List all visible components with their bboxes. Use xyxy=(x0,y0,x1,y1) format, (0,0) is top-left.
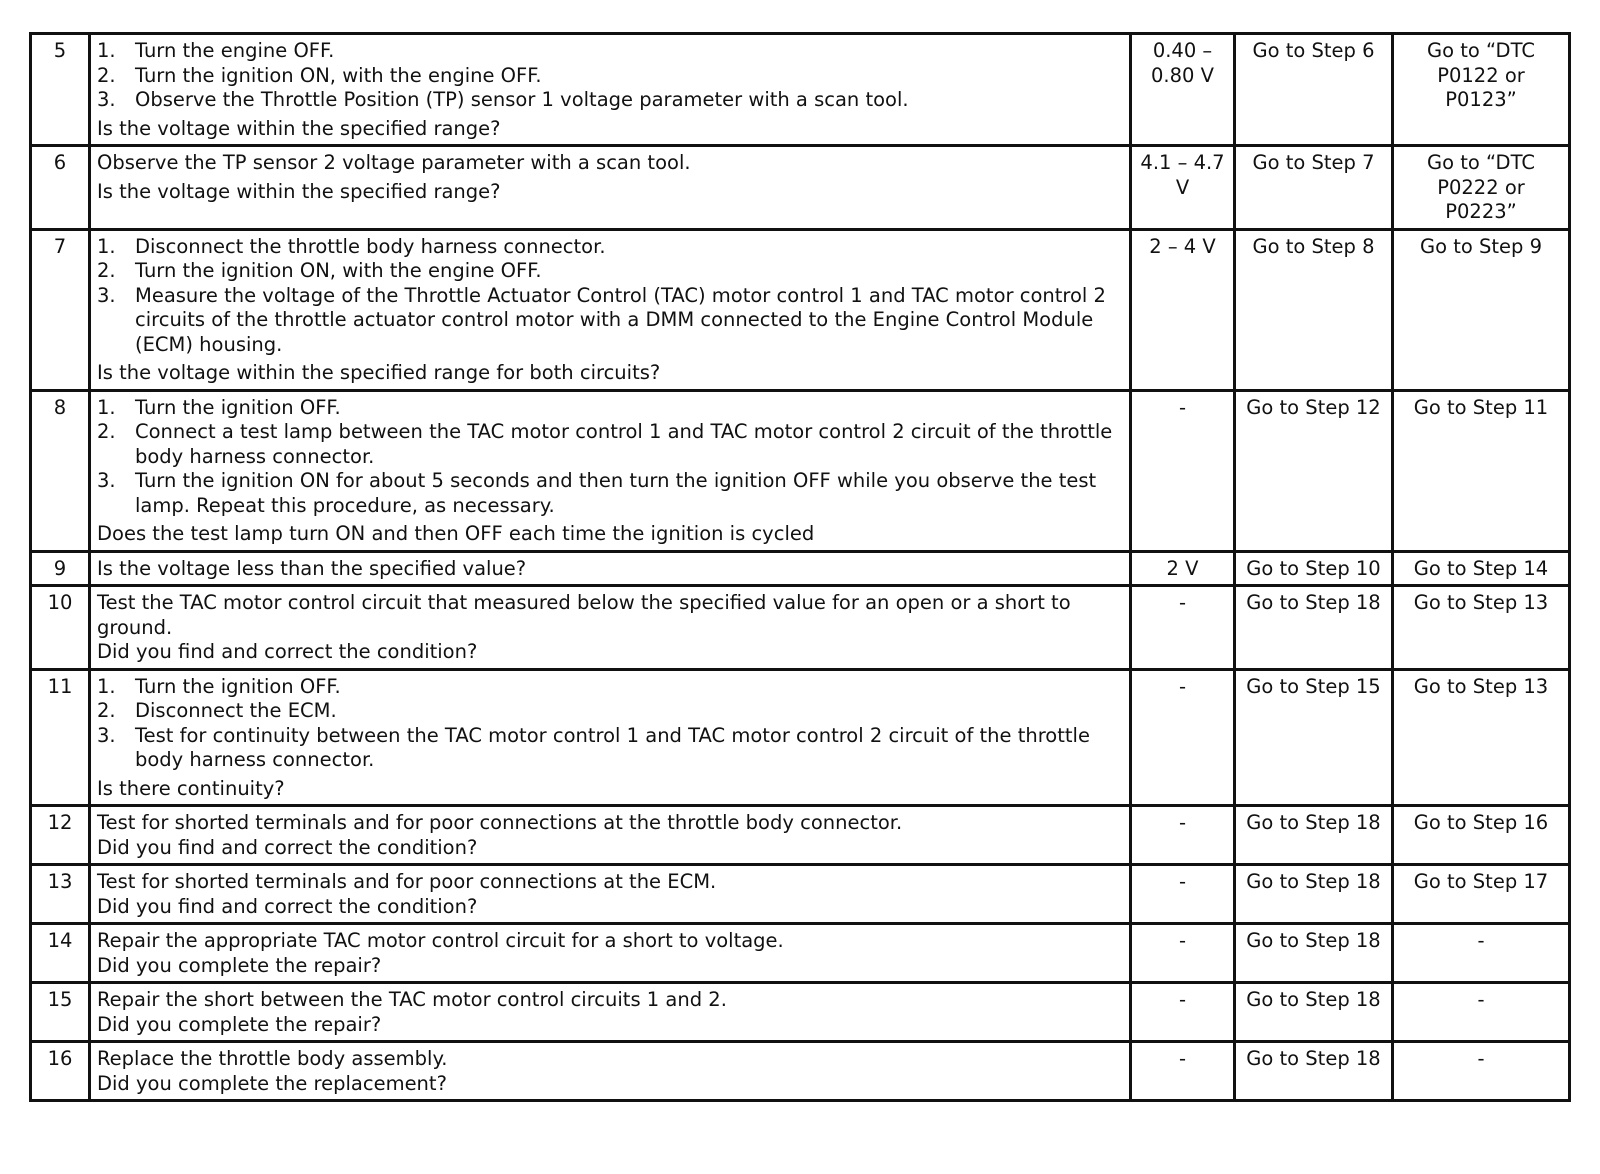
substep-list xyxy=(97,396,1123,519)
yes-cell: Go to Step 18 xyxy=(1235,983,1393,1042)
substep-number: 2. xyxy=(97,259,116,282)
no-cell: Go to Step 13 xyxy=(1393,586,1570,670)
step-question: Does the test lamp turn ON and then OFF each time the ignition is cycled xyxy=(97,522,815,545)
substep-list xyxy=(97,39,1123,113)
action-cell xyxy=(90,551,1131,586)
no-cell: - xyxy=(1393,983,1570,1042)
action-text: Repair the appropriate TAC motor control circuit for a short to voltage. xyxy=(97,929,784,952)
substep-number: 3. xyxy=(97,283,116,307)
substep-number: 2. xyxy=(97,420,116,443)
step-number: 9 xyxy=(31,551,90,586)
no-cell: - xyxy=(1393,1042,1570,1101)
step-number: 13 xyxy=(31,865,90,924)
value-cell: 0.40 – 0.80 V xyxy=(1131,34,1235,146)
action-text: Did you complete the repair? xyxy=(97,953,382,977)
value-cell: 2 – 4 V xyxy=(1131,229,1235,390)
action-cell xyxy=(90,983,1131,1042)
no-cell: Go to “DTC P0222 or P0223” xyxy=(1393,146,1570,230)
no-cell: Go to “DTC P0122 or P0123” xyxy=(1393,34,1570,146)
table-row xyxy=(31,146,1570,230)
action-text: Replace the throttle body assembly. xyxy=(97,1047,448,1070)
action-text: Did you find and correct the condition? xyxy=(97,894,478,918)
table-row xyxy=(31,390,1570,551)
substep-number: 3. xyxy=(97,469,116,492)
step-number: 16 xyxy=(31,1042,90,1101)
action-text: Is the voltage less than the specified value? xyxy=(97,556,527,580)
substep-list xyxy=(97,235,1123,358)
no-cell: Go to Step 13 xyxy=(1393,669,1570,806)
step-number: 8 xyxy=(31,390,90,551)
action-text: Repair the short between the TAC motor control circuits 1 and 2. xyxy=(97,988,727,1011)
yes-cell: Go to Step 6 xyxy=(1235,34,1393,146)
action-cell xyxy=(90,806,1131,865)
yes-cell: Go to Step 18 xyxy=(1235,806,1393,865)
substep-number: 3. xyxy=(97,723,116,747)
action-cell xyxy=(90,1042,1131,1101)
yes-cell: Go to Step 12 xyxy=(1235,390,1393,551)
action-text: Test the TAC motor control circuit that measured below the specified value for an open or a short to ground. xyxy=(97,591,1071,639)
action-text: Did you find and correct the condition? xyxy=(97,640,478,663)
substep-text: Measure the voltage of the Throttle Actuator Control (TAC) motor control 1 and TAC motor control 2 circuits of the throttle actuator control motor with a DMM connected to the Engine Control Module (ECM) housing. xyxy=(135,283,1106,356)
substep-item xyxy=(97,235,1123,260)
value-cell: - xyxy=(1131,865,1235,924)
no-cell: Go to Step 9 xyxy=(1393,229,1570,390)
table-row xyxy=(31,983,1570,1042)
substep-item xyxy=(97,396,1123,421)
step-number: 5 xyxy=(31,34,90,146)
value-cell: - xyxy=(1131,983,1235,1042)
action-cell xyxy=(90,390,1131,551)
value-cell: - xyxy=(1131,1042,1235,1101)
substep-item xyxy=(97,39,1123,64)
no-cell: Go to Step 14 xyxy=(1393,551,1570,586)
value-cell: - xyxy=(1131,586,1235,670)
substep-list xyxy=(97,675,1123,773)
diagnostic-table-body xyxy=(31,34,1570,1101)
step-number: 6 xyxy=(31,146,90,230)
yes-cell: Go to Step 7 xyxy=(1235,146,1393,230)
no-cell: Go to Step 11 xyxy=(1393,390,1570,551)
yes-cell: Go to Step 10 xyxy=(1235,551,1393,586)
value-cell: - xyxy=(1131,669,1235,806)
substep-text: Turn the ignition ON, with the engine OFF. xyxy=(135,259,542,282)
diagnostic-table xyxy=(29,32,1571,1102)
substep-text: Turn the engine OFF. xyxy=(135,39,335,62)
table-row xyxy=(31,586,1570,670)
yes-cell: Go to Step 18 xyxy=(1235,1042,1393,1101)
action-cell xyxy=(90,146,1131,230)
action-text: Did you complete the repair? xyxy=(97,1012,382,1036)
substep-text: Turn the ignition ON, with the engine OFF. xyxy=(135,63,542,87)
table-row xyxy=(31,924,1570,983)
table-row xyxy=(31,1042,1570,1101)
step-number: 10 xyxy=(31,586,90,670)
substep-text: Observe the Throttle Position (TP) sensor 1 voltage parameter with a scan tool. xyxy=(135,88,909,111)
yes-cell: Go to Step 18 xyxy=(1235,586,1393,670)
action-text: Observe the TP sensor 2 voltage parameter with a scan tool. xyxy=(97,151,691,174)
no-cell: Go to Step 16 xyxy=(1393,806,1570,865)
value-cell: 2 V xyxy=(1131,551,1235,586)
substep-text: Disconnect the throttle body harness connector. xyxy=(135,234,606,258)
substep-item xyxy=(97,88,1123,113)
no-cell: Go to Step 17 xyxy=(1393,865,1570,924)
substep-number: 1. xyxy=(97,39,116,62)
substep-number: 2. xyxy=(97,699,116,722)
no-cell: - xyxy=(1393,924,1570,983)
substep-number: 2. xyxy=(97,63,116,87)
action-cell xyxy=(90,924,1131,983)
step-number: 7 xyxy=(31,229,90,390)
substep-text: Connect a test lamp between the TAC motor control 1 and TAC motor control 2 circuit of the throttle body harness connector. xyxy=(135,420,1113,468)
step-question: Is the voltage within the specified range? xyxy=(97,116,501,140)
action-text: Did you find and correct the condition? xyxy=(97,835,478,859)
substep-number: 1. xyxy=(97,395,116,419)
action-cell xyxy=(90,229,1131,390)
substep-text: Turn the ignition OFF. xyxy=(135,395,341,419)
table-row xyxy=(31,669,1570,806)
step-question: Is there continuity? xyxy=(97,776,285,800)
table-row xyxy=(31,34,1570,146)
table-row xyxy=(31,806,1570,865)
value-cell: - xyxy=(1131,806,1235,865)
substep-item xyxy=(97,699,1123,724)
substep-item xyxy=(97,284,1123,358)
substep-text: Disconnect the ECM. xyxy=(135,699,337,722)
substep-text: Test for continuity between the TAC motor control 1 and TAC motor control 2 circuit of the throttle body harness connector. xyxy=(135,723,1090,771)
yes-cell: Go to Step 18 xyxy=(1235,865,1393,924)
yes-cell: Go to Step 15 xyxy=(1235,669,1393,806)
value-cell: - xyxy=(1131,390,1235,551)
action-cell xyxy=(90,865,1131,924)
substep-item xyxy=(97,259,1123,284)
yes-cell: Go to Step 18 xyxy=(1235,924,1393,983)
action-text: Test for shorted terminals and for poor connections at the throttle body connector. xyxy=(97,811,903,834)
table-row xyxy=(31,865,1570,924)
step-question: Is the voltage within the specified range? xyxy=(97,179,501,203)
substep-number: 3. xyxy=(97,88,116,111)
value-cell: 4.1 – 4.7 V xyxy=(1131,146,1235,230)
substep-item xyxy=(97,420,1123,469)
step-question: Is the voltage within the specified range for both circuits? xyxy=(97,361,661,384)
action-cell xyxy=(90,586,1131,670)
table-row xyxy=(31,551,1570,586)
substep-item xyxy=(97,724,1123,773)
yes-cell: Go to Step 8 xyxy=(1235,229,1393,390)
action-text: Test for shorted terminals and for poor connections at the ECM. xyxy=(97,870,717,893)
substep-item xyxy=(97,64,1123,89)
action-text: Did you complete the replacement? xyxy=(97,1071,447,1095)
substep-number: 1. xyxy=(97,674,116,698)
substep-number: 1. xyxy=(97,234,116,258)
step-number: 15 xyxy=(31,983,90,1042)
substep-text: Turn the ignition OFF. xyxy=(135,674,341,698)
value-cell: - xyxy=(1131,924,1235,983)
step-number: 12 xyxy=(31,806,90,865)
substep-text: Turn the ignition ON for about 5 seconds and then turn the ignition OFF while you observe the test lamp. Repeat this procedure, as necessary. xyxy=(135,469,1097,517)
substep-item xyxy=(97,469,1123,518)
table-row xyxy=(31,229,1570,390)
step-number: 14 xyxy=(31,924,90,983)
step-number: 11 xyxy=(31,669,90,806)
action-cell xyxy=(90,669,1131,806)
substep-item xyxy=(97,675,1123,700)
action-cell xyxy=(90,34,1131,146)
